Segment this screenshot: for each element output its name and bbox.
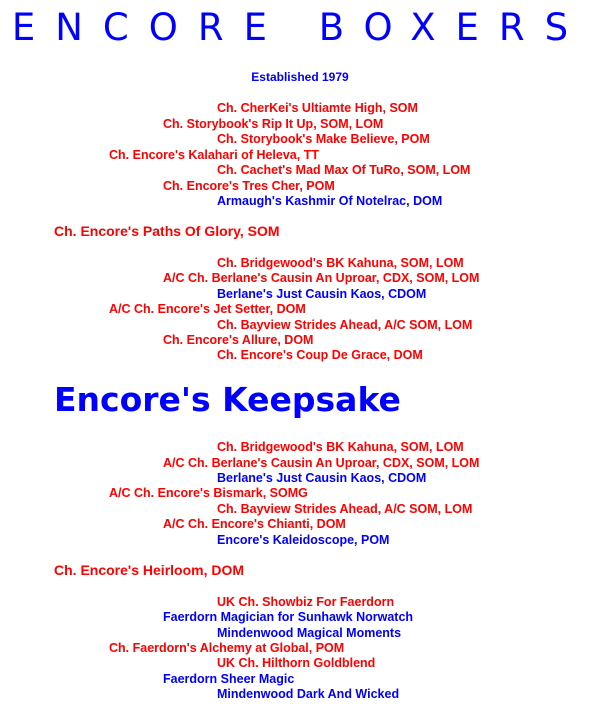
subject-name: Ch. Encore's Heirloom, DOM	[54, 562, 245, 578]
pedigree-line: Ch. Bayview Strides Ahead, A/C SOM, LOM	[217, 502, 473, 516]
pedigree-line: A/C Ch. Berlane's Causin An Uproar, CDX, SOM, LOM	[163, 456, 480, 470]
pedigree-line: Faerdorn Sheer Magic	[163, 672, 295, 686]
page-title: ENCORE BOXERS	[11, 6, 589, 49]
pedigree-line: Ch. Faerdorn's Alchemy at Global, POM	[109, 641, 345, 655]
pedigree-line: A/C Ch. Berlane's Causin An Uproar, CDX, SOM, LOM	[163, 271, 480, 285]
subject-name: Ch. Encore's Paths Of Glory, SOM	[54, 223, 280, 239]
pedigree-line: Mindenwood Dark And Wicked	[217, 687, 400, 701]
pedigree-line: Faerdorn Magician for Sunhawk Norwatch	[163, 610, 414, 624]
established-text: Established 1979	[251, 70, 349, 84]
pedigree-line: Mindenwood Magical Moments	[217, 626, 402, 640]
pedigree-line: A/C Ch. Encore's Chianti, DOM	[163, 517, 346, 531]
pedigree-line: Ch. Encore's Allure, DOM	[163, 333, 314, 347]
pedigree-line: Ch. Bridgewood's BK Kahuna, SOM, LOM	[217, 256, 464, 270]
pedigree-line: Armaugh's Kashmir Of Notelrac, DOM	[217, 194, 443, 208]
pedigree-line: Berlane's Just Causin Kaos, CDOM	[217, 471, 427, 485]
pedigree-line: Berlane's Just Causin Kaos, CDOM	[217, 287, 427, 301]
pedigree-line: Ch. CherKei's Ultiamte High, SOM	[217, 101, 418, 115]
pedigree-line: Ch. Bayview Strides Ahead, A/C SOM, LOM	[217, 318, 473, 332]
pedigree-line: A/C Ch. Encore's Jet Setter, DOM	[109, 302, 306, 316]
pedigree-line: Ch. Storybook's Make Believe, POM	[217, 132, 430, 146]
pedigree-line: Ch. Storybook's Rip It Up, SOM, LOM	[163, 117, 384, 131]
pedigree-line: Ch. Encore's Kalahari of Heleva, TT	[109, 148, 319, 162]
pedigree-line: Ch. Encore's Coup De Grace, DOM	[217, 348, 423, 362]
pedigree-line: Ch. Encore's Tres Cher, POM	[163, 179, 335, 193]
pedigree-line: Encore's Kaleidoscope, POM	[217, 533, 390, 547]
pedigree-line: UK Ch. Hilthorn Goldblend	[217, 656, 376, 670]
pedigree-line: Ch. Bridgewood's BK Kahuna, SOM, LOM	[217, 440, 464, 454]
keepsake-title: Encore's Keepsake	[54, 380, 401, 419]
pedigree-line: A/C Ch. Encore's Bismark, SOMG	[109, 486, 308, 500]
pedigree-line: UK Ch. Showbiz For Faerdorn	[217, 595, 395, 609]
pedigree-line: Ch. Cachet's Mad Max Of TuRo, SOM, LOM	[217, 163, 471, 177]
